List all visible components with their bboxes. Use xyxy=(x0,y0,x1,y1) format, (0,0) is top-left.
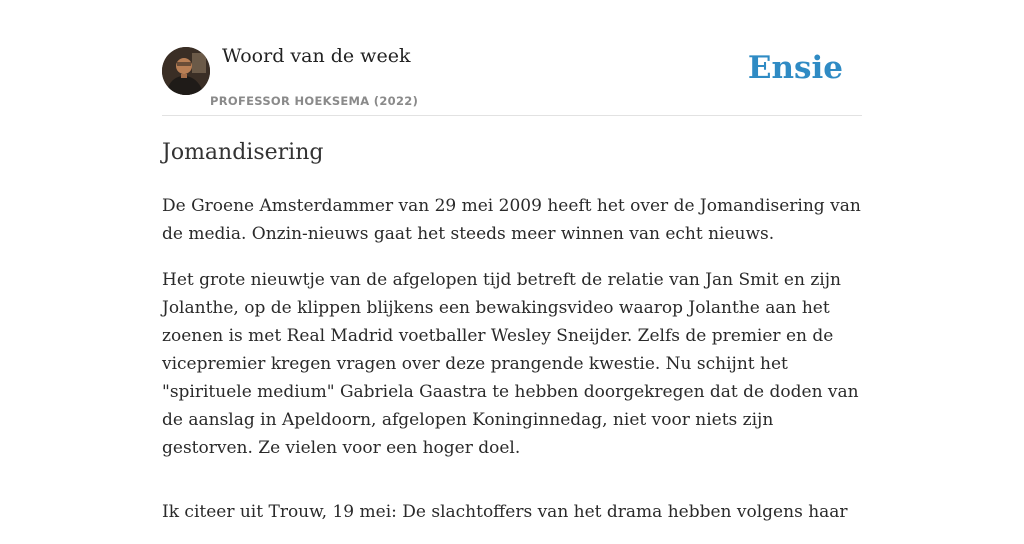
article-header xyxy=(162,0,862,116)
ensie-logo[interactable]: Ensie xyxy=(747,50,843,86)
paragraph: Het grote nieuwtje van de afgelopen tijd betreft de relatie van Jan Smit en zijn Jolanthe, op de klippen blijkens een bewakingsvideo waarop Jolanthe aan het zoenen is met Real Madrid voetballer Wesley Sneijder. Zelfs de premier en de vicepremier kregen vragen over deze prangende kwestie. Nu schijnt het "spirituele medium" Gabriela Gaastra te hebben doorgekregen dat de doden van de aanslag in Apeldoorn, afgelopen Koninginnedag, niet voor niets zijn gestorven. Ze vielen voor een hoger doel. xyxy=(162,270,859,458)
author-name[interactable]: PROFESSOR HOEKSEMA (2022) xyxy=(210,94,419,108)
article-title: Jomandisering xyxy=(162,140,324,165)
author-photo-icon xyxy=(162,47,210,95)
paragraph: Ik citeer uit Trouw, 19 mei: De slachtoffers van het drama hebben volgens haar xyxy=(162,502,848,522)
article-body xyxy=(162,192,862,544)
author-avatar[interactable] xyxy=(162,47,210,95)
section-title[interactable]: Woord van de week xyxy=(222,45,411,67)
paragraph: De Groene Amsterdammer van 29 mei 2009 heeft het over de Jomandisering van de media. Onzin-nieuws gaat het steeds meer winnen van echt nieuws. xyxy=(162,196,861,244)
article-page xyxy=(162,0,862,522)
